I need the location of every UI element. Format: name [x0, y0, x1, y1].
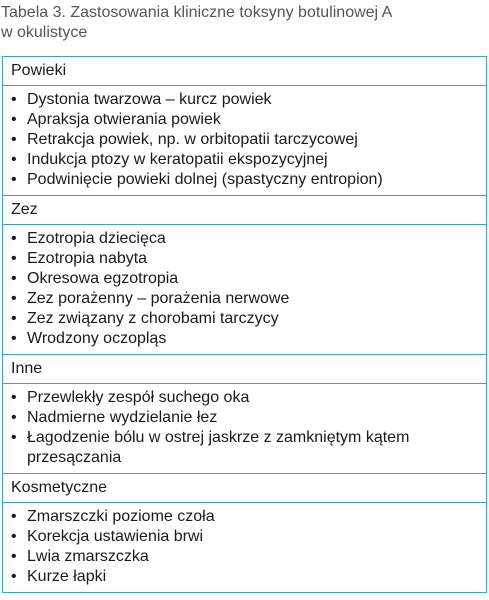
bullet-icon: •: [11, 171, 17, 188]
list-item: [3, 269, 486, 289]
list-item-text: Przewlekły zespół suchego oka: [27, 389, 250, 406]
list-item-text: Podwinięcie powieki dolnej (spastyczny entropion): [27, 171, 383, 188]
bullet-icon: •: [11, 111, 17, 128]
list-item-text: Apraksja otwierania powiek: [27, 111, 221, 128]
list-item-text: Retrakcja powiek, np. w orbitopatii tarczycowej: [27, 131, 358, 148]
list-item: [3, 130, 486, 150]
list-item-text: Dystonia twarzowa – kurcz powiek: [27, 91, 272, 108]
bullet-icon: •: [11, 508, 17, 525]
list-item: [3, 567, 486, 587]
section-body-kosmetyczne: [3, 503, 486, 592]
table-caption: [1, 3, 481, 43]
section-body-inne: [3, 384, 486, 474]
list-item-text: Zez związany z chorobami tarczycy: [27, 310, 279, 327]
bullet-icon: •: [11, 330, 17, 347]
bullet-icon: •: [11, 409, 17, 426]
table-caption-line1: Tabela 3. Zastosowania kliniczne toksyny botulinowej A: [1, 4, 393, 21]
section-header-zez: Zez: [3, 196, 486, 225]
bullet-icon: •: [11, 230, 17, 247]
section-header-powieki: Powieki: [3, 57, 486, 86]
bullet-icon: •: [11, 290, 17, 307]
list-item-text: Ezotropia dziecięca: [27, 230, 166, 247]
bullet-icon: •: [11, 270, 17, 287]
list-item-text: Ezotropia nabyta: [27, 250, 148, 267]
list-item: [3, 408, 486, 428]
bullet-icon: •: [11, 91, 17, 108]
list-item: [3, 329, 486, 349]
list-item: [3, 309, 486, 329]
list-item-text: Lwia zmarszczka: [27, 548, 149, 565]
bullet-icon: •: [11, 528, 17, 545]
bullet-icon: •: [11, 389, 17, 406]
list-item-text: Zez porażenny – porażenia nerwowe: [27, 290, 290, 307]
section-body-powieki: [3, 86, 486, 196]
bullet-icon: •: [11, 310, 17, 327]
section-header-kosmetyczne: Kosmetyczne: [3, 474, 486, 503]
list-item: [3, 170, 486, 190]
table-caption-line2: w okulistyce: [1, 24, 88, 41]
bullet-icon: •: [11, 131, 17, 148]
list-item: [3, 289, 486, 309]
list-item-text: Łagodzenie bólu w ostrej jaskrze z zamkniętym kątem przesączania: [27, 429, 410, 466]
applications-table: [2, 56, 487, 593]
list-item-text: Okresowa egzotropia: [27, 270, 179, 287]
section-body-zez: [3, 225, 486, 355]
list-item: [3, 110, 486, 130]
bullet-icon: •: [11, 429, 17, 446]
list-item-text: Kurze łapki: [27, 568, 107, 585]
list-item-text: Wrodzony oczopląs: [27, 330, 167, 347]
list-item-text: Korekcja ustawienia brwi: [27, 528, 204, 545]
list-item: [3, 150, 486, 170]
list-item: [3, 428, 486, 468]
list-item-text: Nadmierne wydzielanie łez: [27, 409, 218, 426]
list-item: [3, 90, 486, 110]
list-item: [3, 229, 486, 249]
list-item: [3, 507, 486, 527]
bullet-icon: •: [11, 548, 17, 565]
bullet-icon: •: [11, 568, 17, 585]
list-item: [3, 388, 486, 408]
bullet-icon: •: [11, 151, 17, 168]
list-item: [3, 547, 486, 567]
list-item: [3, 249, 486, 269]
list-item-text: Indukcja ptozy w keratopatii ekspozycyjnej: [27, 151, 328, 168]
list-item: [3, 527, 486, 547]
list-item-text: Zmarszczki poziome czoła: [27, 508, 215, 525]
bullet-icon: •: [11, 250, 17, 267]
section-header-inne: Inne: [3, 355, 486, 384]
